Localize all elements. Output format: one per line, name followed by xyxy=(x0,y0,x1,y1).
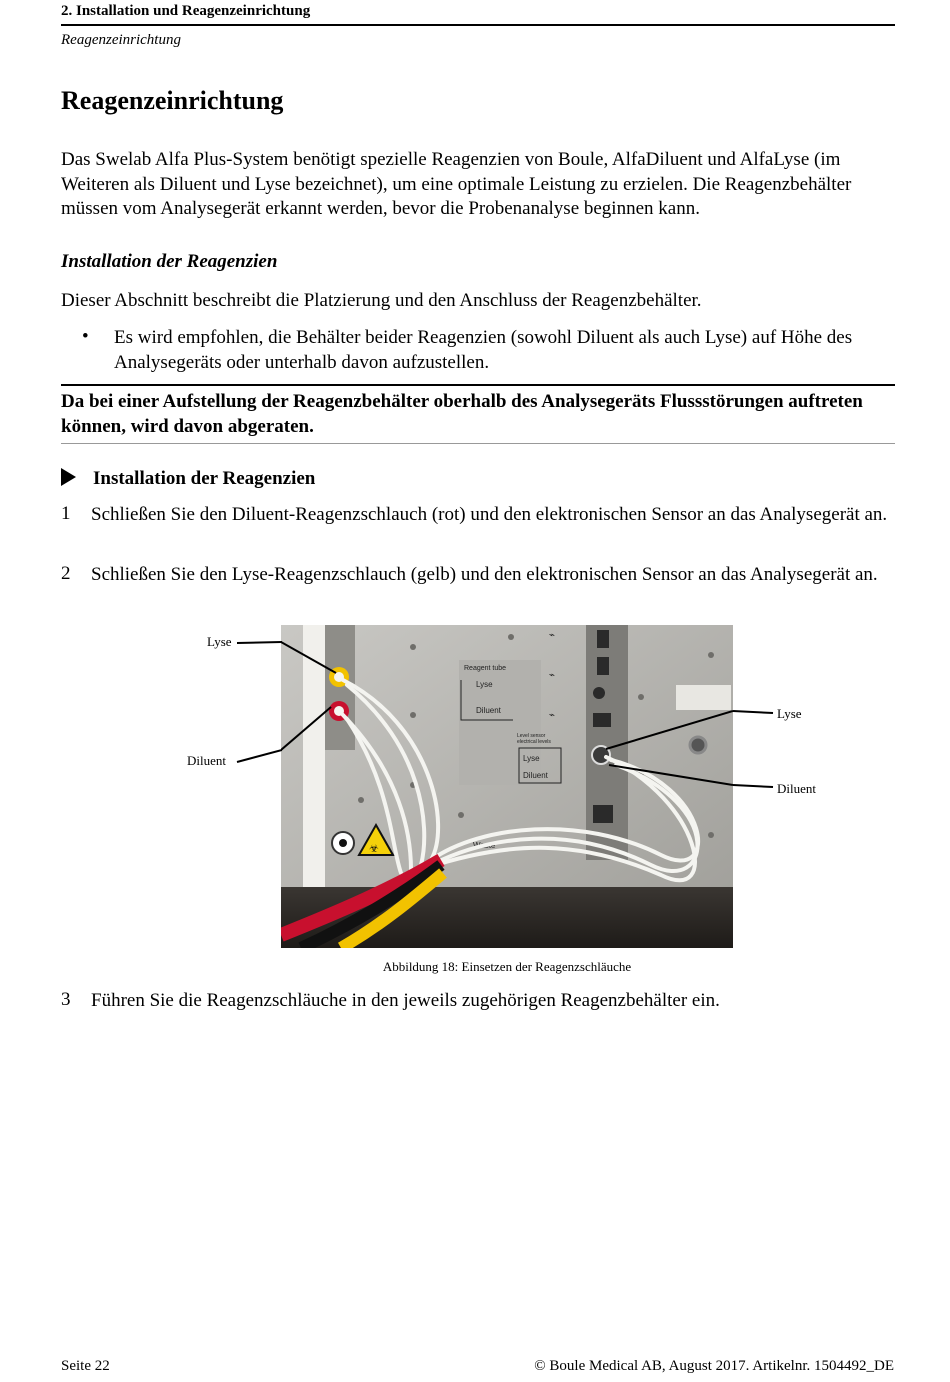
label-electrical-levels: electrical levels xyxy=(517,739,551,745)
label-reagent-tube: Reagent tube xyxy=(464,665,507,672)
callout-leaders-left xyxy=(232,640,282,770)
label-level-sensor: Level sensor xyxy=(517,733,546,739)
bullet-icon: • xyxy=(82,326,89,347)
power-connector xyxy=(690,737,706,753)
procedure-title: Installation der Reagenzien xyxy=(93,468,316,489)
subheading: Installation der Reagenzien xyxy=(61,251,278,272)
step-number: 1 xyxy=(61,503,71,524)
callout-lyse-left: Lyse xyxy=(207,634,232,649)
play-triangle-icon xyxy=(61,468,76,486)
step-number: 2 xyxy=(61,563,71,584)
page-title: Reagenzeinrichtung xyxy=(61,86,284,115)
section-description: Dieser Abschnitt beschreibt die Platzierung und den Anschluss der Reagenzbehälter. xyxy=(61,290,702,311)
note-rule-top xyxy=(61,384,895,386)
step-text: Führen Sie die Reagenzschläuche in den jeweils zugehörigen Reagenzbehälter ein. xyxy=(91,990,720,1011)
audio-port xyxy=(593,687,605,699)
reagent-tube-photo xyxy=(281,625,733,948)
usb-icon: ⌁ xyxy=(549,670,556,681)
running-header-chapter: 2. Installation und Reagenzeinrichtung xyxy=(61,3,311,19)
page-number: Seite 22 xyxy=(61,1358,110,1374)
callout-leaders-right xyxy=(733,705,778,795)
intro-paragraph: Das Swelab Alfa Plus-System benötigt spezielle Reagenzien von Boule, AlfaDiluent und AlfaLyse (im Weiteren als Diluent und Lyse bezeichnet), um eine optimale Leistung zu erzielen. Die Reagenzbehälter müssen vom Analysegerät erkannt werden, bevor die Probenanalyse beginnen kann. xyxy=(61,149,852,219)
callout-diluent-right: Diluent xyxy=(777,781,816,796)
label-plate xyxy=(459,660,541,785)
usb-port xyxy=(597,630,609,648)
serial-sticker xyxy=(676,685,731,710)
callout-diluent-left: Diluent xyxy=(187,753,226,768)
svg-text:☣: ☣ xyxy=(369,843,379,855)
running-header-section: Reagenzeinrichtung xyxy=(61,32,181,48)
usb-icon: ⌁ xyxy=(549,710,556,721)
note-rule-bottom xyxy=(61,443,895,444)
label-diluent: Diluent xyxy=(476,706,501,715)
header-rule xyxy=(61,24,895,26)
step-text: Schließen Sie den Diluent-Reagenzschlauch (rot) und den elektronischen Sensor an das Analysegerät an. xyxy=(91,504,888,525)
step-text: Schließen Sie den Lyse-Reagenzschlauch (gelb) und den elektronischen Sensor an das Analysegerät an. xyxy=(91,564,878,585)
usb-b-port xyxy=(593,713,611,727)
label-diluent-sensor: Diluent xyxy=(523,771,548,780)
step-number: 3 xyxy=(61,989,71,1010)
label-waste: Waste xyxy=(473,841,496,850)
copyright-footer: © Boule Medical AB, August 2017. Artikelnr. 1504492_DE xyxy=(534,1358,894,1374)
callout-lyse-right: Lyse xyxy=(777,706,802,721)
usb-icon: ⌁ xyxy=(549,630,556,641)
ethernet-port xyxy=(593,805,613,823)
label-lyse: Lyse xyxy=(476,680,493,689)
bullet-text: Es wird empfohlen, die Behälter beider Reagenzien (sowohl Diluent als auch Lyse) auf Höhe des Analysegeräts oder unterhalb davon aufzustellen. xyxy=(114,327,853,373)
label-lyse-sensor: Lyse xyxy=(523,754,540,763)
figure-caption: Abbildung 18: Einsetzen der Reagenzschläuche xyxy=(382,959,632,974)
caution-note: Da bei einer Aufstellung der Reagenzbehälter oberhalb des Analysegeräts Flussstörungen auftreten können, wird davon abgeraten. xyxy=(61,391,863,437)
usb-port xyxy=(597,657,609,675)
